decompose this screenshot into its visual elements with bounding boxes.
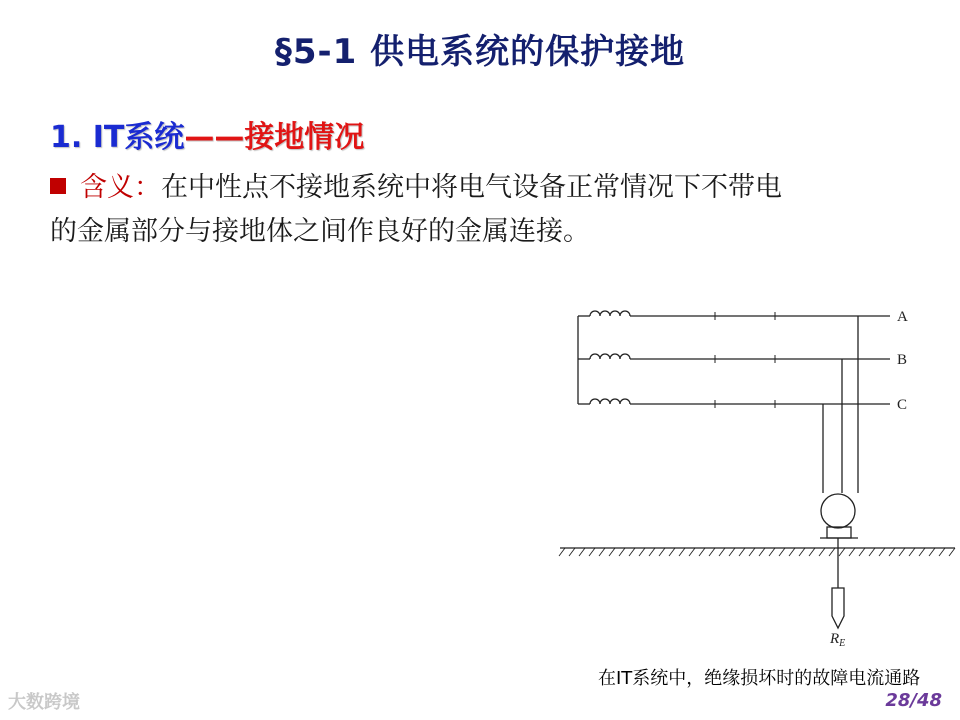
definition-paragraph bbox=[50, 166, 930, 254]
motor-icon bbox=[821, 494, 855, 528]
coil-a-icon bbox=[578, 311, 630, 316]
phase-label-b: B bbox=[897, 352, 908, 368]
it-system-diagram bbox=[555, 298, 960, 649]
page-number: 28/48 bbox=[885, 690, 942, 711]
section-heading bbox=[50, 112, 364, 156]
phase-label-c: C bbox=[897, 397, 908, 413]
heading-topic: 接地情况 bbox=[244, 120, 365, 155]
ground-hatching bbox=[559, 548, 955, 556]
phase-label-a: A bbox=[897, 309, 908, 325]
coil-b-icon bbox=[578, 354, 630, 359]
slide-title: §5-1 供电系统的保护接地 bbox=[274, 32, 686, 72]
definition-line-2: 的金属部分与接地体之间作良好的金属连接。 bbox=[50, 216, 590, 247]
diagram-caption: 在IT系统中，绝缘损坏时的故障电流通路 bbox=[598, 668, 921, 689]
heading-system: IT系统 bbox=[92, 120, 185, 155]
earth-electrode-icon bbox=[832, 588, 844, 628]
definition-line-1: 在中性点不接地系统中将电气设备正常情况下不带电 bbox=[161, 172, 782, 203]
resistor-label: $R_E$ bbox=[830, 631, 846, 649]
coil-c-icon bbox=[578, 399, 630, 404]
definition-label: 含义： bbox=[80, 172, 161, 203]
watermark-text: 大数跨境 bbox=[8, 692, 80, 713]
heading-number: 1. bbox=[50, 120, 83, 155]
square-bullet-icon bbox=[50, 178, 66, 194]
heading-dash: —— bbox=[184, 120, 245, 155]
